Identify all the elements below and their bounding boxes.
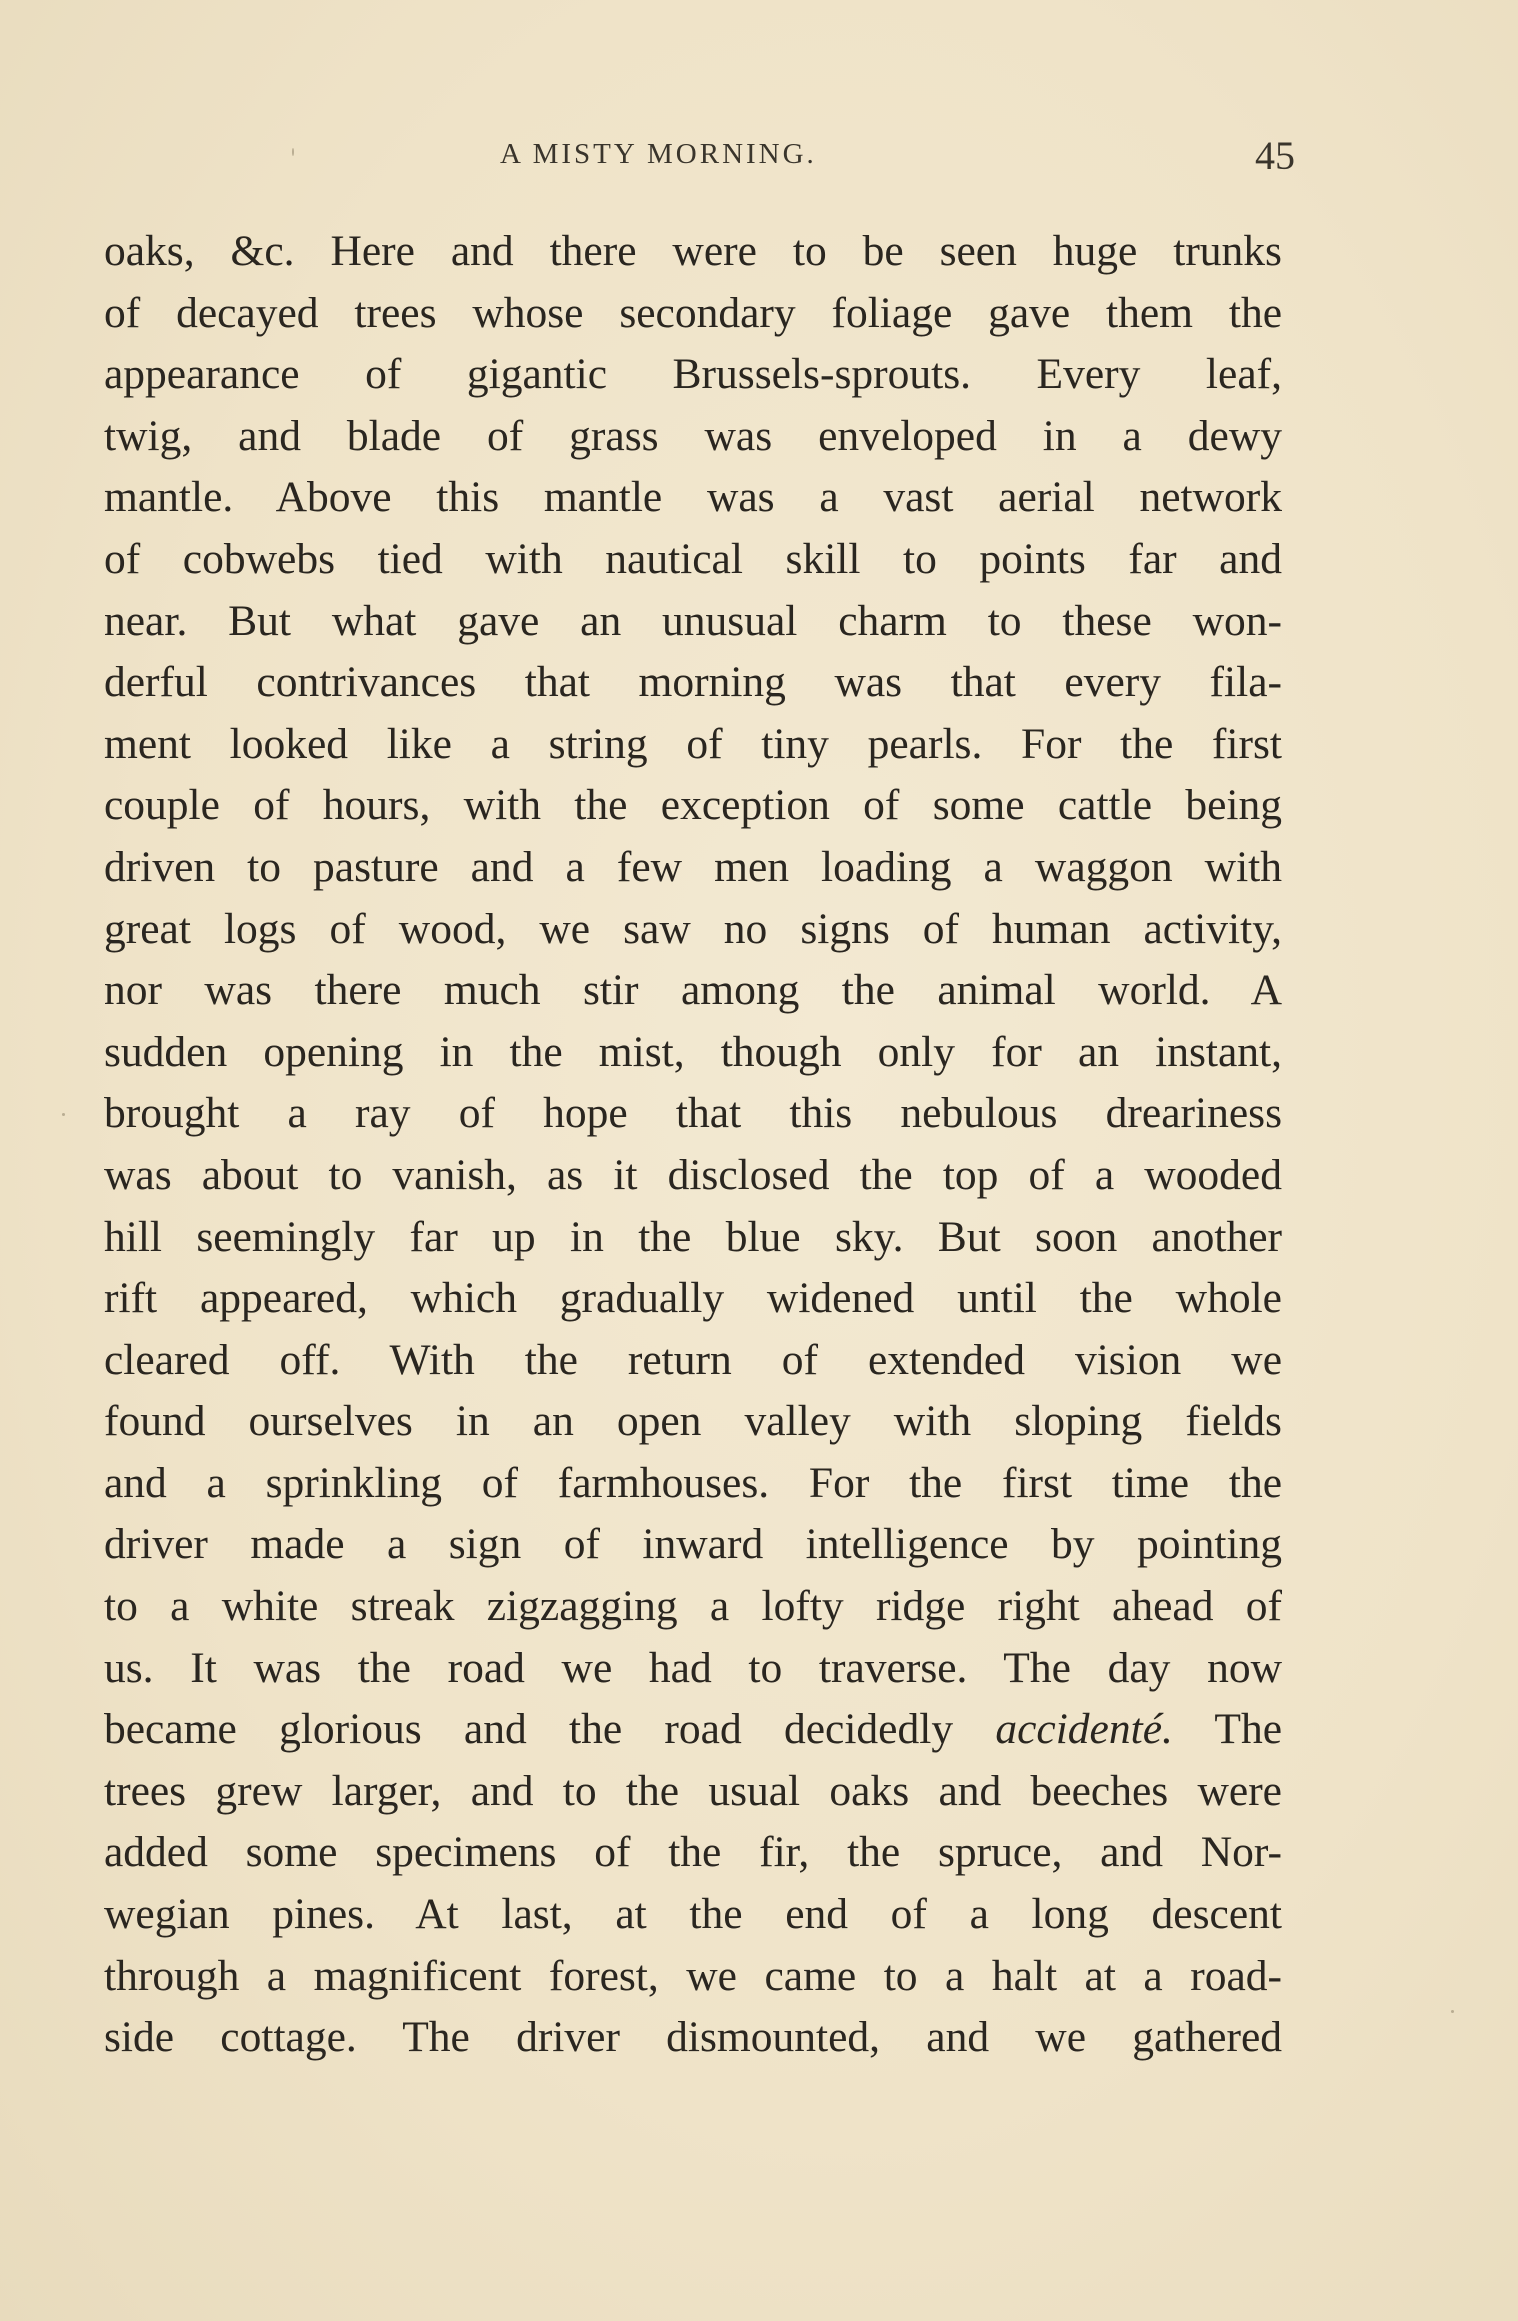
paper-speck — [62, 1113, 65, 1116]
text-line: of decayed trees whose secondary foliage gave them the — [104, 288, 1282, 337]
text-line: and a sprinkling of farmhouses. For the first time the — [104, 1458, 1282, 1507]
body-text — [104, 221, 1282, 2069]
text-line: oaks, &c. Here and there were to be seen huge trunks — [104, 227, 1282, 275]
paper-speck — [292, 148, 294, 156]
page-number: 45 — [1255, 133, 1295, 178]
text-line: couple of hours, with the exception of some cattle being — [104, 781, 1282, 830]
text-run: became glorious and the road decidedly — [104, 1705, 996, 1754]
paper-speck — [1451, 2010, 1454, 2013]
text-line: side cottage. The driver dismounted, and we gathered — [104, 2013, 1282, 2062]
text-line: sudden opening in the mist, though only for an instant, — [104, 1027, 1282, 1076]
text-line: near. But what gave an unusual charm to these won- — [104, 596, 1282, 645]
text-line: ment looked like a string of tiny pearls. For the first — [104, 719, 1282, 768]
text-line: nor was there much stir among the animal world. A — [104, 966, 1282, 1015]
text-line: through a magnificent forest, we came to a halt at a road- — [104, 1951, 1282, 2000]
text-line: found ourselves in an open valley with sloping fields — [104, 1397, 1282, 1446]
text-line: rift appeared, which gradually widened until the whole — [104, 1274, 1282, 1323]
text-line: us. It was the road we had to traverse. The day now — [104, 1643, 1282, 1692]
page-header — [500, 132, 1295, 182]
italic-word: accidenté. — [995, 1705, 1173, 1754]
text-line: of cobwebs tied with nautical skill to points far and — [104, 534, 1282, 583]
text-run: The — [1172, 1705, 1283, 1754]
running-title: A MISTY MORNING. — [500, 138, 817, 170]
text-line: trees grew larger, and to the usual oaks and beeches were — [104, 1766, 1282, 1815]
text-line: added some specimens of the fir, the spruce, and Nor- — [104, 1828, 1282, 1877]
text-line: cleared off. With the return of extended vision we — [104, 1335, 1282, 1384]
text-line: driver made a sign of inward intelligence by pointing — [104, 1520, 1282, 1569]
text-line: mantle. Above this mantle was a vast aerial network — [104, 473, 1282, 522]
text-line: wegian pines. At last, at the end of a long descent — [104, 1890, 1282, 1939]
text-line — [104, 1699, 1282, 1761]
text-line: driven to pasture and a few men loading a waggon with — [104, 842, 1282, 891]
text-line: brought a ray of hope that this nebulous dreariness — [104, 1089, 1282, 1138]
text-line: derful contrivances that morning was that every fila- — [104, 658, 1282, 707]
text-line: twig, and blade of grass was enveloped in a dewy — [104, 411, 1282, 460]
text-line: was about to vanish, as it disclosed the top of a wooded — [104, 1150, 1282, 1199]
text-line: to a white streak zigzagging a lofty ridge right ahead of — [104, 1582, 1282, 1631]
text-line: hill seemingly far up in the blue sky. But soon another — [104, 1212, 1282, 1261]
text-line: appearance of gigantic Brussels-sprouts. Every leaf, — [104, 350, 1282, 399]
text-line: great logs of wood, we saw no signs of human activity, — [104, 904, 1282, 953]
